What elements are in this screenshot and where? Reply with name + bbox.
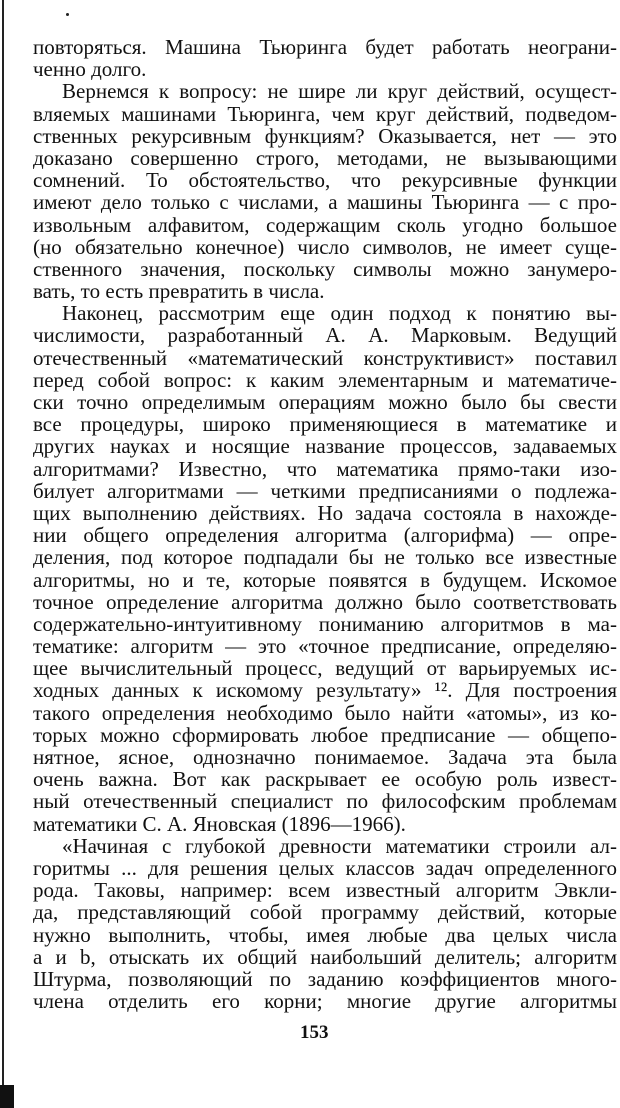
text-line: ходных данных к искомому результату» ¹². Для построения bbox=[33, 678, 617, 703]
text-line: алгоритмы, но и те, которые появятся в будущем. Искомое bbox=[33, 567, 617, 592]
scan-corner-mark bbox=[0, 1085, 14, 1108]
page-number: 153 bbox=[300, 1022, 329, 1043]
text-line: нятное, ясное, однозначно понимаемое. Задача эта была bbox=[33, 745, 617, 769]
text-line: нужно выполнить, чтобы, имея любые два целых числа bbox=[33, 922, 617, 947]
scan-margin-line bbox=[2, 0, 4, 1090]
text-line: деления, под которое подпадали бы не только все известные bbox=[33, 545, 617, 570]
paragraph bbox=[33, 835, 617, 1013]
text-line: содержательно-интуитивному пониманию алгоритмов в ма- bbox=[33, 611, 617, 636]
text-line: перед собой вопрос: к каким элементарным и математиче- bbox=[33, 367, 617, 392]
text-line: щее вычислительный процесс, ведущий от варьируемых ис- bbox=[33, 656, 617, 681]
text-line: очень важна. Вот как раскрывает ее особую роль извест- bbox=[33, 767, 617, 792]
text-line: тематике: алгоритм — это «точное предписание, определяю- bbox=[33, 634, 617, 659]
text-line: сомнений. То обстоятельство, что рекурсивные функции bbox=[33, 168, 617, 193]
text-line: вать, то есть превратить в числа. bbox=[33, 279, 325, 304]
paragraph bbox=[33, 80, 617, 302]
text-line: члена отделить его корни; многие другие алгоритмы bbox=[33, 989, 617, 1014]
text-line: вляемых машинами Тьюринга, чем круг действий, подведом- bbox=[33, 101, 617, 126]
text-line: Наконец, рассмотрим еще один подход к понятию вы- bbox=[62, 301, 617, 326]
text-line: алгоритмами? Известно, что математика прямо-таки изо- bbox=[33, 456, 617, 481]
page-body-text bbox=[33, 36, 617, 1012]
text-line: имеют дело только с числами, а машины Тьюринга — с про- bbox=[33, 190, 617, 215]
text-line: ственных рекурсивным функциям? Оказывается, нет — это bbox=[33, 123, 617, 148]
text-line: Вернемся к вопросу: не шире ли круг действий, осущест- bbox=[62, 79, 617, 104]
paragraph bbox=[33, 36, 617, 80]
text-line: «Начиная с глубокой древности математики строили ал- bbox=[62, 833, 617, 858]
text-line: других науках и носящие название процессов, задаваемых bbox=[33, 434, 617, 459]
text-line: щих выполнению действиях. Но задача состояла в нахожде- bbox=[33, 500, 617, 525]
text-line: ски точно определимым операциям можно было бы свести bbox=[33, 390, 617, 414]
text-line: извольным алфавитом, содержащим сколь угодно большое bbox=[33, 212, 617, 237]
text-line: все процедуры, широко применяющиеся в математике и bbox=[33, 412, 617, 437]
text-line: отечественный «математический конструктивист» поставил bbox=[33, 345, 617, 370]
text-line: ченно долго. bbox=[33, 57, 147, 82]
text-line: билует алгоритмами — четкими предписаниями о подлежа- bbox=[33, 478, 617, 503]
text-line: (но обязательно конечное) число символов, не имеет суще- bbox=[33, 234, 617, 259]
text-line: Штурма, позволяющий по заданию коэффициентов много- bbox=[33, 966, 617, 991]
scan-speck bbox=[66, 13, 69, 16]
text-line: нии общего определения алгоритма (алгорифма) — опре- bbox=[33, 523, 617, 548]
text-line: точное определение алгоритма должно было соответствовать bbox=[33, 589, 617, 614]
text-line: повторяться. Машина Тьюринга будет работать неограни- bbox=[33, 35, 617, 59]
text-line: да, представляющий собой программу действий, которые bbox=[33, 900, 617, 925]
text-line: доказано совершенно строго, методами, не вызывающими bbox=[33, 145, 617, 170]
text-line: ный отечественный специалист по философским проблемам bbox=[33, 789, 617, 814]
text-line: ственного значения, поскольку символы можно занумеро- bbox=[33, 256, 617, 281]
text-line: такого определения необходимо было найти «атомы», из ко- bbox=[33, 700, 617, 725]
text-line: горитмы ... для решения целых классов задач определенного bbox=[33, 855, 617, 880]
paragraph bbox=[33, 302, 617, 835]
text-line: числимости, разработанный А. А. Марковым. Ведущий bbox=[33, 323, 617, 348]
text-line: торых можно сформировать любое предписание — общепо- bbox=[33, 722, 617, 747]
text-line: рода. Таковы, например: всем известный алгоритм Эвкли- bbox=[33, 878, 617, 903]
text-line: математики С. А. Яновская (1896—1966). bbox=[33, 811, 406, 836]
text-line: a и b, отыскать их общий наибольший делитель; алгоритм bbox=[33, 944, 617, 969]
